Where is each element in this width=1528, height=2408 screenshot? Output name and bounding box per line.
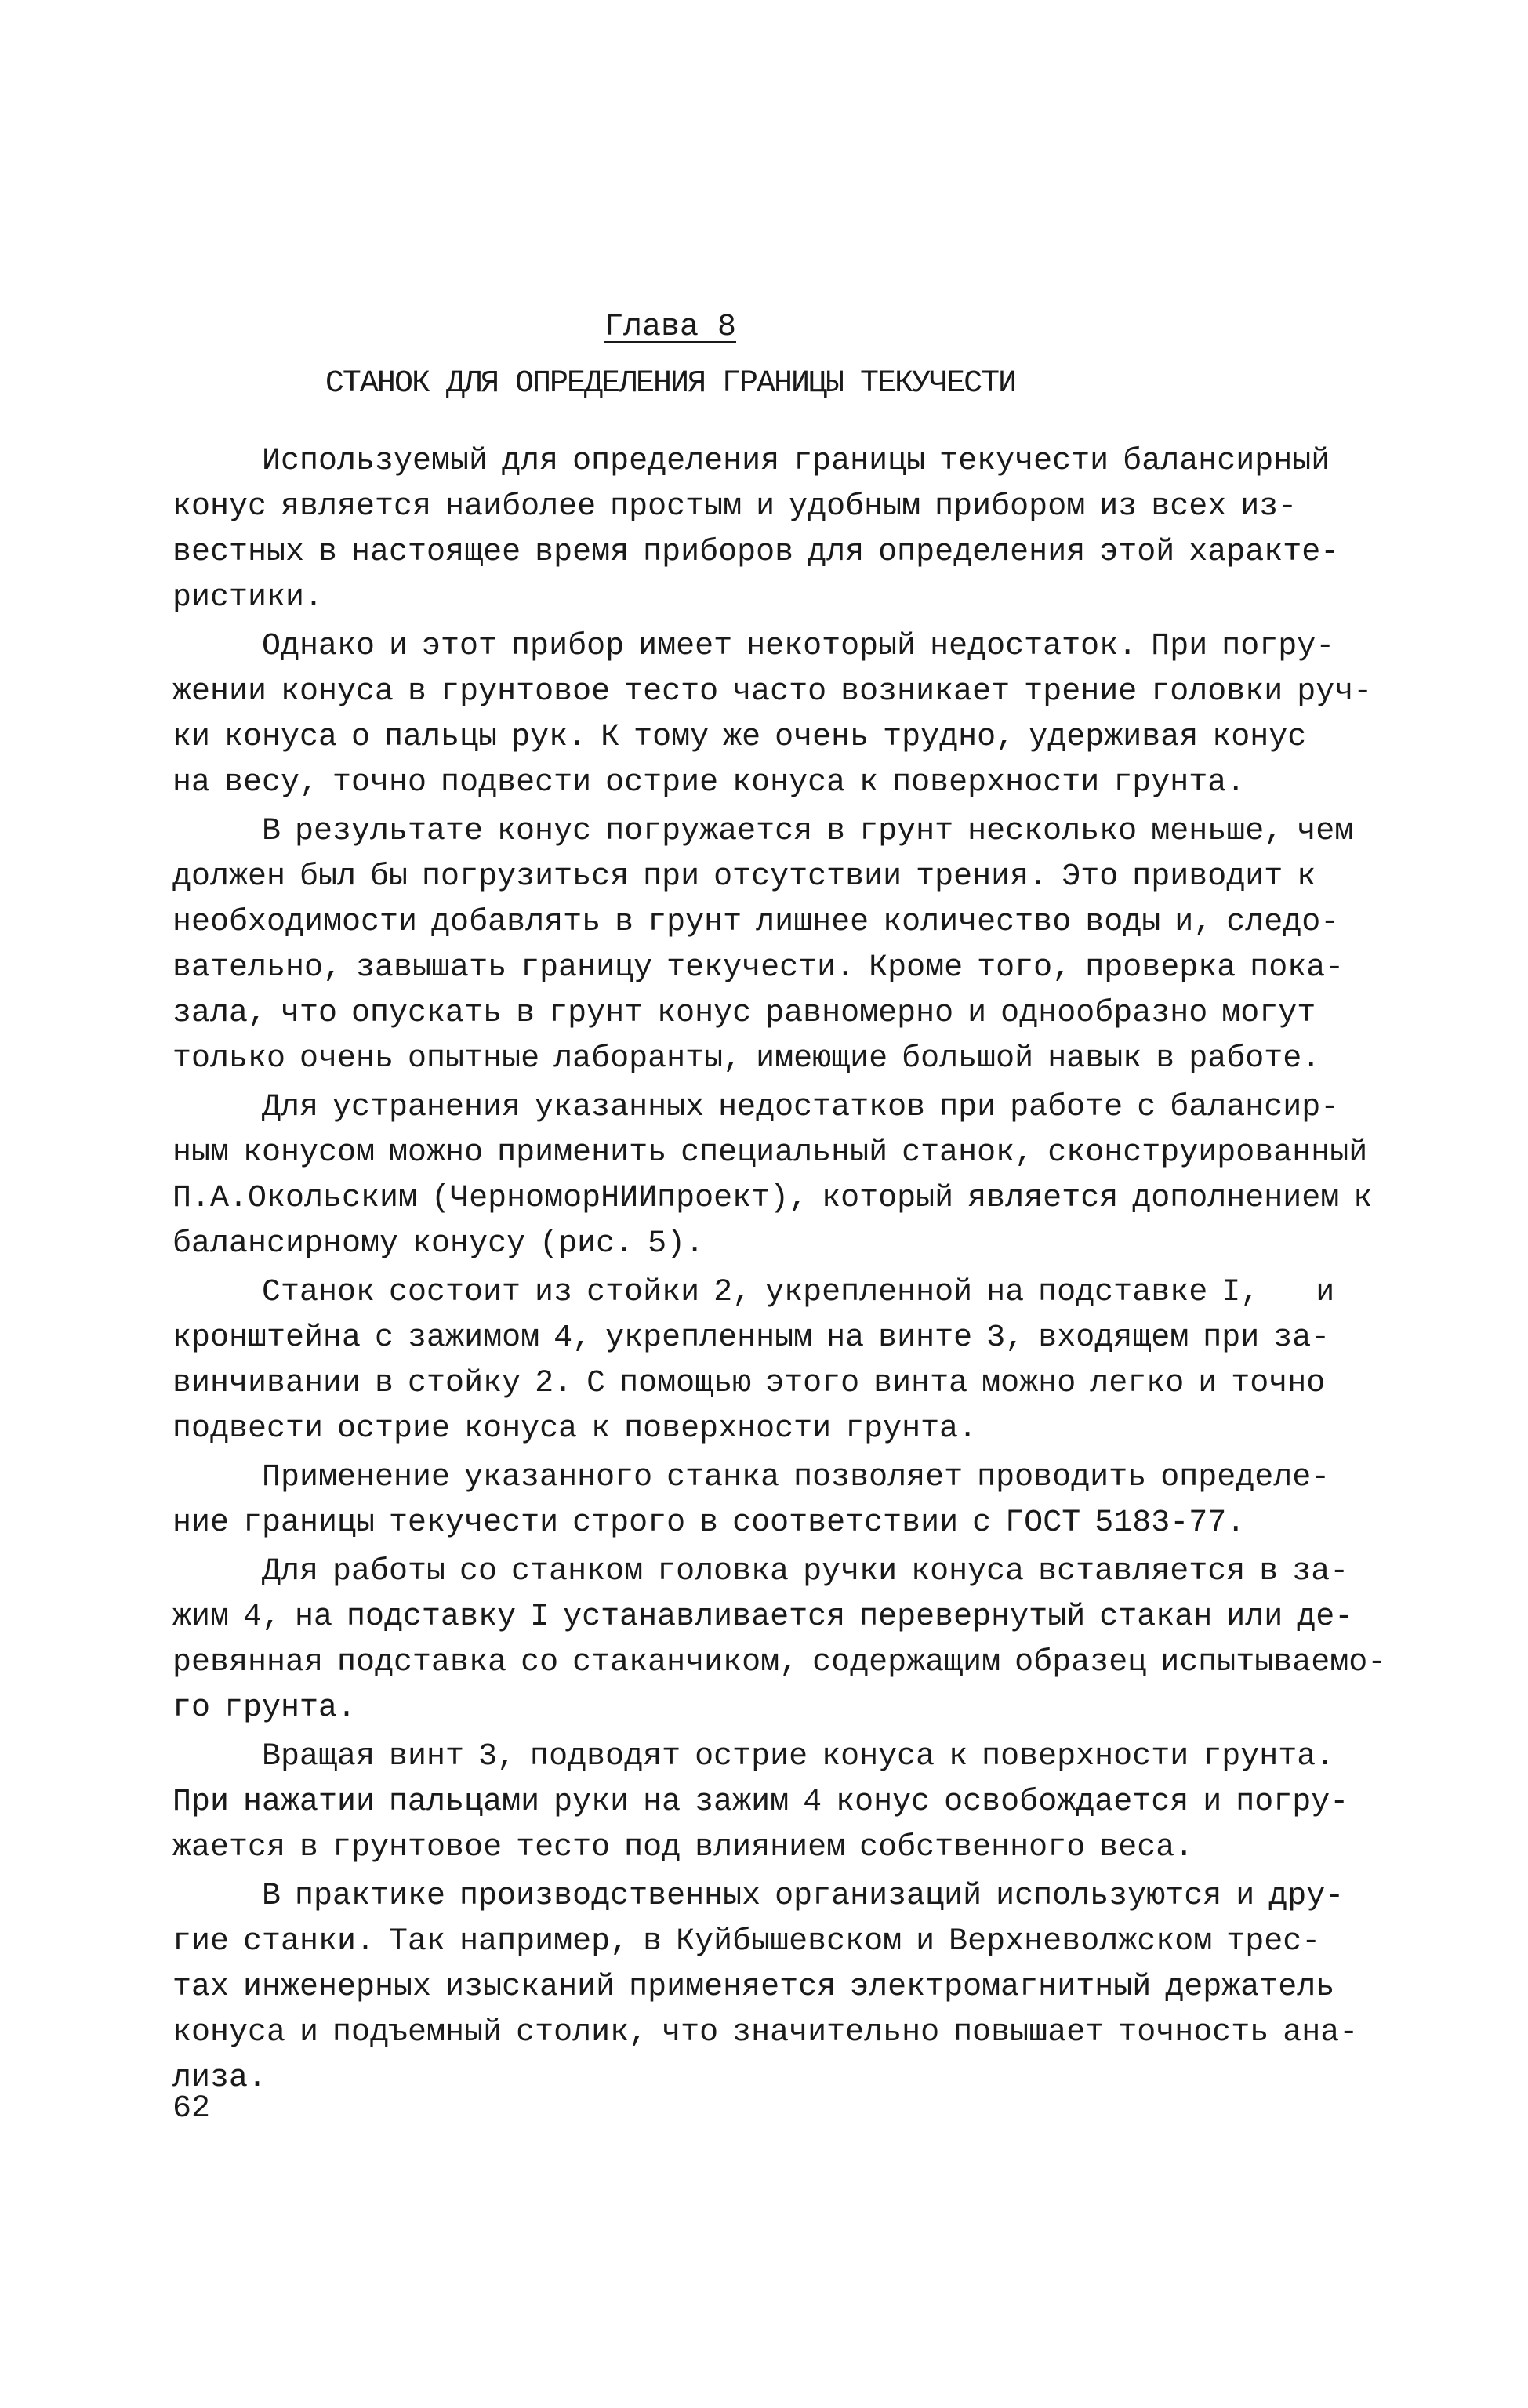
text-line: ние границы текучести строго в соответствии с ГОСТ 5183-77.	[172, 1505, 1246, 1541]
text-line: Используемый для определения границы текучести балансирный	[262, 444, 1330, 479]
paragraph	[172, 1734, 1372, 1871]
text-line: ки конуса о пальцы рук. К тому же очень трудно, удерживая конус	[172, 720, 1307, 755]
text-line: лиза.	[172, 2061, 267, 2096]
page-number: 62	[172, 2091, 211, 2127]
chapter-label-text: Глава 8	[604, 310, 737, 345]
text-line: ным конусом можно применить специальный станок, сконструированный	[172, 1135, 1368, 1171]
text-line: Станок состоит из стойки 2, укрепленной на подставке I, и	[262, 1275, 1335, 1310]
text-line: винчивании в стойку 2. С помощью этого винта можно легко и точно	[172, 1366, 1326, 1401]
text-line: П.А.Окольским (ЧерноморНИИпроект), который является дополнением к	[172, 1181, 1373, 1216]
chapter-label	[0, 304, 1341, 351]
paragraph	[172, 1455, 1372, 1546]
text-line: В практике производственных организаций используются и дру-	[262, 1879, 1345, 1914]
text-line: тах инженерных изысканий применяется электромагнитный держатель	[172, 1970, 1335, 2005]
paragraph	[172, 1085, 1372, 1267]
paragraph	[172, 1874, 1372, 2101]
text-line: При нажатии пальцами руки на зажим 4 конус освобождается и погру-	[172, 1785, 1349, 1820]
paragraph	[172, 1270, 1372, 1452]
text-line: вательно, завышать границу текучести. Кроме того, проверка пока-	[172, 950, 1345, 986]
text-line: жается в грунтовое тесто под влиянием собственного веса.	[172, 1830, 1194, 1865]
text-line: Для работы со станком головка ручки конуса вставляется в за-	[262, 1554, 1349, 1589]
text-line: Применение указанного станка позволяет проводить определе-	[262, 1460, 1330, 1495]
text-line: Вращая винт 3, подводят острие конуса к поверхности грунта.	[262, 1739, 1335, 1774]
text-line: Для устранения указанных недостатков при работе с балансир-	[262, 1090, 1340, 1125]
paragraph	[172, 439, 1372, 621]
body-text	[172, 439, 1387, 2105]
text-line: конус является наиболее простым и удобным прибором из всех из-	[172, 489, 1298, 525]
text-line: кронштейна с зажимом 4, укрепленным на винте 3, входящем при за-	[172, 1320, 1330, 1356]
text-line: В результате конус погружается в грунт несколько меньше, чем	[262, 814, 1354, 849]
text-line: зала, что опускать в грунт конус равномерно и однообразно могут	[172, 996, 1316, 1031]
text-line: должен был бы погрузиться при отсутствии трения. Это приводит к	[172, 859, 1316, 895]
paragraph	[172, 809, 1372, 1082]
text-line: жим 4, на подставку I устанавливается перевернутый стакан или де-	[172, 1600, 1354, 1635]
text-line: гие станки. Так например, в Куйбышевском и Верхневолжском трес-	[172, 1924, 1321, 1959]
text-line: жении конуса в грунтовое тесто часто возникает трение головки руч-	[172, 674, 1373, 710]
chapter-heading: СТАНОК ДЛЯ ОПРЕДЕЛЕНИЯ ГРАНИЦЫ ТЕКУЧЕСТИ	[325, 366, 1016, 401]
text-line: необходимости добавлять в грунт лишнее количество воды и, следо-	[172, 905, 1340, 940]
text-line: конуса и подъемный столик, что значительно повышает точность ана-	[172, 2015, 1359, 2050]
paragraph	[172, 624, 1372, 806]
text-line: на весу, точно подвести острие конуса к поверхности грунта.	[172, 765, 1246, 801]
text-line: ристики.	[172, 580, 324, 616]
paragraph	[172, 1549, 1387, 1731]
text-line: балансирному конусу (рис. 5).	[172, 1226, 705, 1262]
text-line: Однако и этот прибор имеет некоторый недостаток. При погру-	[262, 629, 1335, 664]
text-line: подвести острие конуса к поверхности грунта.	[172, 1411, 978, 1447]
text-line: только очень опытные лаборанты, имеющие большой навык в работе.	[172, 1041, 1321, 1077]
text-line: го грунта.	[172, 1691, 357, 1726]
text-line: вестных в настоящее время приборов для определения этой характе-	[172, 535, 1340, 570]
text-line: ревянная подставка со стаканчиком, содержащим образец испытываемо-	[172, 1645, 1387, 1680]
